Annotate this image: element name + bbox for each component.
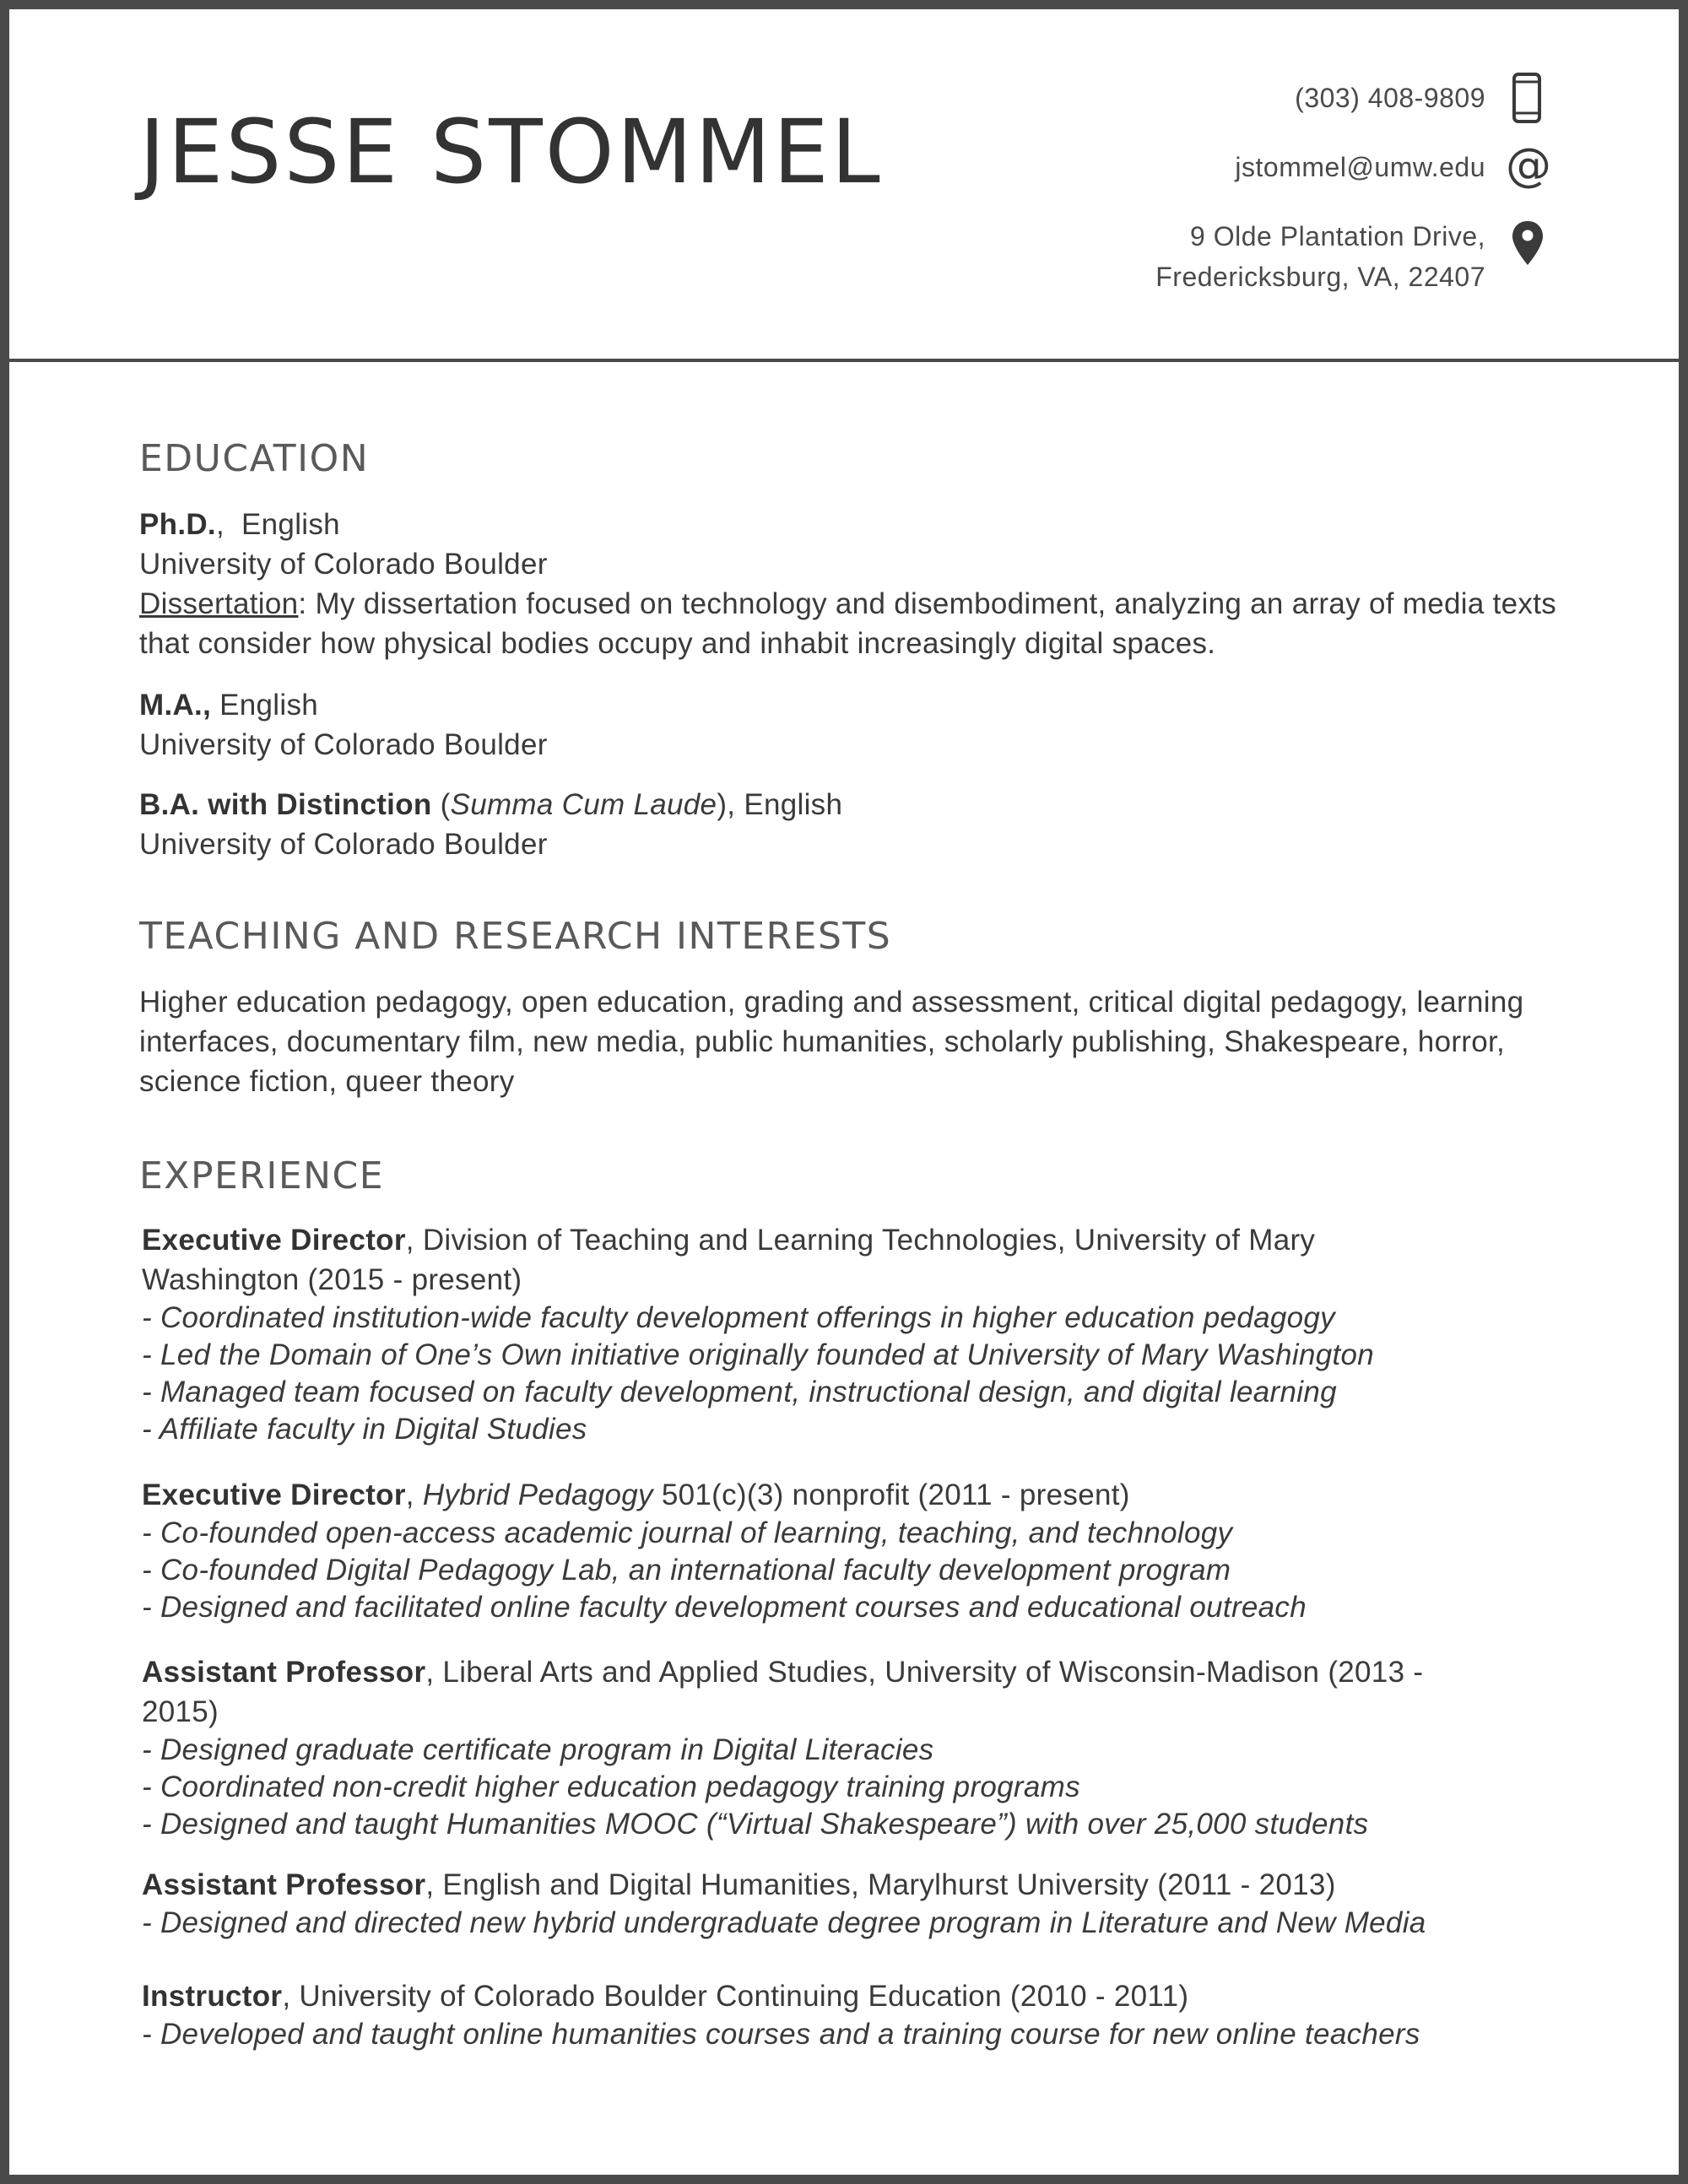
job-3-desc: , Liberal Arts and Applied Studies, University of Wisconsin-Madison (2013 - 2015): [142, 1656, 1424, 1728]
job-4-desc: , English and Digital Humanities, Marylhurst University (2011 - 2013): [425, 1868, 1336, 1901]
job-4-heading: [142, 1865, 1577, 1905]
job-3-role: Assistant Professor: [142, 1656, 426, 1689]
experience-job-1: [142, 1220, 1577, 1448]
resume-name: JESSE STOMMEL: [139, 100, 883, 203]
ba-school: University of Colorado Boulder: [139, 828, 548, 861]
phd-degree-line: [139, 505, 1574, 544]
experience-job-5: [142, 1976, 1577, 2053]
job-2-role: Executive Director: [142, 1479, 406, 1511]
ba-open: (: [431, 788, 451, 821]
contact-email: jstommel@umw.edu: [1235, 152, 1485, 182]
job-1-bullet-4: - Affiliate faculty in Digital Studies: [142, 1413, 587, 1446]
job-3-bullet-2: - Coordinated non-credit higher education pedagogy training programs: [142, 1770, 1080, 1803]
job-2-org: Hybrid Pedagogy: [422, 1479, 653, 1511]
job-1-bullet-3: - Managed team focused on faculty development, instructional design, and digital learning: [142, 1376, 1337, 1408]
phd-dissertation: [139, 584, 1574, 663]
ba-field: ), English: [717, 788, 843, 821]
at-sign-icon: @: [1506, 138, 1551, 192]
map-pin-icon: [1511, 219, 1545, 267]
ma-field: English: [211, 689, 319, 722]
experience-job-3: [142, 1652, 1577, 1843]
ba-honor: Summa Cum Laude: [450, 788, 717, 821]
experience-job-4: [142, 1865, 1577, 1942]
ma-school: University of Colorado Boulder: [139, 728, 548, 761]
job-1-role: Executive Director: [142, 1224, 406, 1257]
job-1-bullet-1: - Coordinated institution-wide faculty development offerings in higher education pedagogy: [142, 1301, 1335, 1334]
job-2-heading: [142, 1475, 1577, 1515]
experience-job-2: [142, 1475, 1577, 1626]
job-2-bullet-1: - Co-founded open-access academic journal of learning, teaching, and technology: [142, 1516, 1233, 1549]
dissertation-text: : My dissertation focused on technology and disembodiment, analyzing an array of media texts that consider how physical bodies occupy and inhabit increasingly digital spaces.: [139, 587, 1557, 660]
job-5-desc: , University of Colorado Boulder Continuing Education (2010 - 2011): [282, 1980, 1189, 2013]
contact-address: [1155, 216, 1485, 297]
ba-degree-line: [139, 785, 1574, 824]
contact-phone: (303) 408-9809: [1295, 83, 1485, 113]
phd-field: , English: [215, 508, 340, 541]
job-3-bullet-1: - Designed graduate certificate program in Digital Literacies: [142, 1733, 934, 1766]
phd-school: University of Colorado Boulder: [139, 548, 548, 581]
address-line-1: 9 Olde Plantation Drive,: [1190, 221, 1485, 251]
ba-degree: B.A. with Distinction: [139, 788, 432, 821]
job-5-bullet-1: - Developed and taught online humanities courses and a training course for new online teachers: [142, 2018, 1420, 2051]
job-3-heading: [142, 1652, 1458, 1732]
job-2-bullet-2: - Co-founded Digital Pedagogy Lab, an international faculty development program: [142, 1554, 1231, 1587]
education-phd: [139, 505, 1574, 663]
education-ba: [139, 785, 1574, 864]
job-1-bullet-2: - Led the Domain of One’s Own initiative originally founded at University of Mary Washington: [142, 1338, 1375, 1371]
job-2-sep: ,: [405, 1479, 423, 1511]
job-4-role: Assistant Professor: [142, 1868, 426, 1901]
education-ma: [139, 685, 1574, 765]
ma-degree-line: [139, 685, 1574, 725]
phone-icon: [1512, 73, 1541, 123]
job-5-role: Instructor: [142, 1980, 283, 2013]
address-line-2: Fredericksburg, VA, 22407: [1155, 262, 1485, 292]
job-3-bullet-3: - Designed and taught Humanities MOOC (“Virtual Shakespeare”) with over 25,000 students: [142, 1808, 1369, 1841]
job-4-bullet-1: - Designed and directed new hybrid undergraduate degree program in Literature and New Media: [142, 1906, 1426, 1939]
interests-text: Higher education pedagogy, open education, grading and assessment, critical digital pedagogy, learning interfaces, documentary film, new media, public humanities, scholarly publishing, Shakespeare, horror, science fiction, queer theory: [139, 986, 1524, 1098]
ma-degree: M.A.,: [139, 689, 212, 722]
job-2-bullet-3: - Designed and facilitated online faculty development courses and educational outreach: [142, 1591, 1307, 1624]
phd-degree: Ph.D.: [139, 508, 216, 541]
education-heading: EDUCATION: [139, 437, 370, 480]
interests-heading: TEACHING AND RESEARCH INTERESTS: [139, 915, 892, 958]
experience-heading: EXPERIENCE: [139, 1154, 385, 1197]
job-1-heading: [142, 1220, 1458, 1300]
header-divider: [9, 359, 1679, 362]
job-1-desc: , Division of Teaching and Learning Technologies, University of Mary Washington (2015 - present): [142, 1224, 1316, 1296]
dissertation-label: Dissertation: [139, 587, 299, 620]
job-2-desc: 501(c)(3) nonprofit (2011 - present): [652, 1479, 1130, 1511]
job-5-heading: [142, 1976, 1577, 2016]
